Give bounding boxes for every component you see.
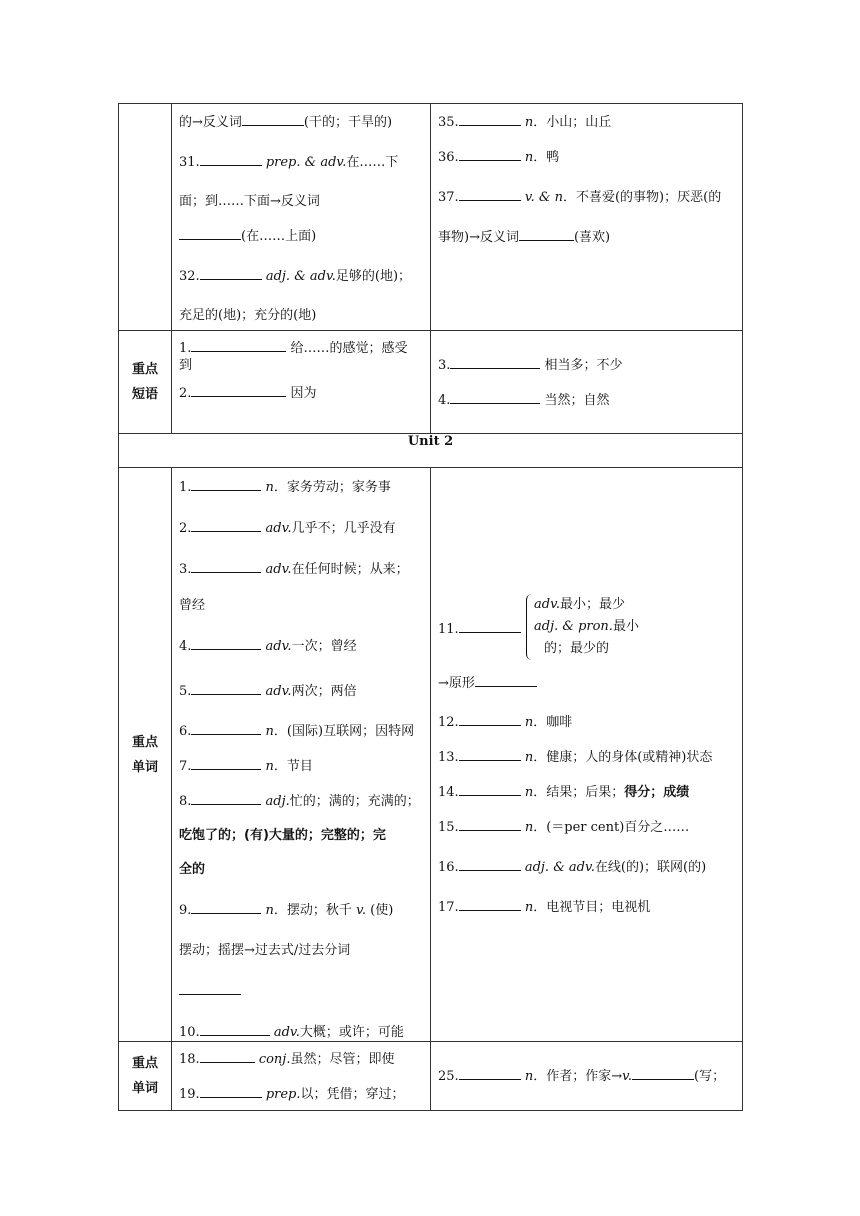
list-item: 面；到……下面→反义词 [179, 194, 320, 209]
category-cell [119, 331, 172, 434]
right-cell [431, 104, 743, 331]
list-item: 14. n．结果；后果；得分；成绩 [438, 785, 690, 800]
table-row [119, 104, 743, 331]
list-item: 1. 给……的感觉；感受 [179, 341, 408, 356]
list-item: 摆动；摇摆→过去式/过去分词 [179, 943, 351, 958]
list-item: 到 [179, 358, 193, 373]
list-item: 13. n．健康；人的身体(或精神)状态 [438, 750, 713, 765]
table-row [119, 434, 743, 468]
category-cell-empty [119, 104, 172, 331]
list-item: 6. n．(国际)互联网；因特网 [179, 724, 415, 739]
list-item: 8. adj.忙的；满的；充满的； [179, 794, 420, 809]
list-item: 3. 相当多；不少 [438, 357, 623, 373]
list-item: 37. v. & n．不喜爱(的事物)；厌恶(的 [438, 190, 722, 205]
list-item: 10. adv.大概；或许；可能 [179, 1025, 404, 1040]
list-item: 11. adv.最小；最少 adj. & pron.最小 的；最少的 [438, 596, 738, 662]
brace-shape [526, 594, 533, 660]
list-item: 7. n．节目 [179, 759, 313, 774]
left-cell [172, 468, 431, 1042]
list-item: (在……上面) [179, 227, 426, 245]
list-item: 35. n．小山；山丘 [438, 115, 612, 130]
list-item: 31. prep. & adv.在……下 [179, 155, 399, 170]
table-row [119, 331, 743, 434]
list-item: 17. n．电视节目；电视机 [438, 900, 651, 915]
list-item: 的→反义词 (干的；干旱的) [179, 115, 393, 130]
table-row [119, 1042, 743, 1111]
list-item: 19. prep.以；凭借；穿过； [179, 1087, 405, 1102]
list-item: →原形 [438, 674, 738, 692]
right-cell [431, 1042, 743, 1111]
list-item: 1. n．家务劳动；家务事 [179, 480, 391, 495]
list-item: 事物)→反义词 (喜欢) [438, 230, 611, 245]
list-item [179, 982, 426, 1000]
left-cell [172, 1042, 431, 1111]
category-label: 短语 [131, 387, 158, 402]
list-item: 4. 当然；自然 [438, 392, 610, 408]
category-label: 重点 [131, 362, 158, 377]
list-item: 2. adv.几乎不；几乎没有 [179, 521, 396, 536]
list-item: 2. 因为 [179, 386, 317, 401]
list-item: 36. n．鸭 [438, 150, 560, 165]
list-item: 吃饱了的；(有)大量的；完整的；完 [179, 828, 386, 843]
right-cell [431, 468, 743, 1042]
category-label: 单词 [131, 1081, 158, 1096]
list-item: 曾经 [179, 598, 206, 613]
list-item: 12. n．咖啡 [438, 715, 573, 730]
list-item: 25. n．作者；作家→v. (写； [438, 1069, 726, 1084]
list-item: 4. adv.一次；曾经 [179, 639, 357, 654]
table-row [119, 468, 743, 1042]
list-item: 16. adj. & adv.在线(的)；联网(的) [438, 860, 707, 875]
list-item: 3. adv.在任何时候；从来； [179, 562, 409, 577]
category-cell [119, 468, 172, 1042]
list-item: 9. n．摆动；秋千 v. (使) [179, 903, 394, 918]
list-item: 5. adv.两次；两倍 [179, 684, 357, 699]
category-label: 单词 [131, 759, 158, 775]
list-item: 全的 [179, 862, 206, 877]
right-cell [431, 331, 743, 434]
left-cell [172, 331, 431, 434]
list-item: 18. conj.虽然；尽管；即使 [179, 1052, 395, 1067]
unit-title: Unit 2 [119, 434, 743, 468]
category-label: 重点 [131, 734, 158, 750]
list-item: 32. adj. & adv.足够的(地)； [179, 269, 412, 284]
list-item: 15. n．(＝per cent)百分之…… [438, 820, 690, 835]
left-cell [172, 104, 431, 331]
vocab-table [118, 103, 743, 1111]
category-cell [119, 1042, 172, 1111]
list-item: 充足的(地)；充分的(地) [179, 308, 317, 323]
category-label: 重点 [131, 1056, 158, 1071]
